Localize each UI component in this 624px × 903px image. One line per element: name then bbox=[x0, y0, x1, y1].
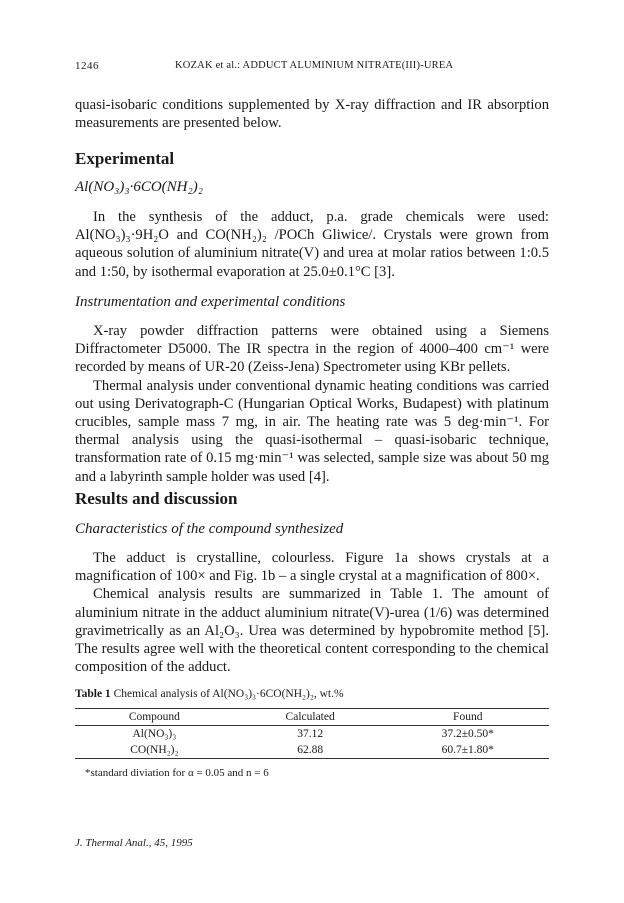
table-cell: 37.2±0.50* bbox=[441, 728, 494, 740]
table-row bbox=[75, 726, 549, 743]
running-head: KOZAK et al.: ADDUCT ALUMINIUM NITRATE(III)-UREA bbox=[175, 60, 454, 71]
instrumentation-text-1: X-ray powder diffraction patterns were obtained using a Siemens Diffractometer D5000. The IR spectra in the region of 4000–400 cm⁻¹ were recorded by means of UR-20 (Zeiss-Jena) Spectrometer using KBr pellets. bbox=[75, 323, 549, 376]
section-heading-results: Results and discussion bbox=[75, 489, 238, 508]
table-cell: Al(NO₃)₃ bbox=[132, 728, 177, 740]
instrumentation-text-2: Thermal analysis under conventional dynamic heating conditions was carried out using Derivatograph-C (Hungarian Optical Works, Budapest) with platinum crucibles, sample mass 7 mg, in air. The heating rate was 5 deg·min⁻¹. For thermal analysis using the quasi-isothermal – quasi-isobaric technique, transformation rate of 0.15 mg·min⁻¹ was selected, sample size was about 50 mg and a labyrinth sample holder was used [4]. bbox=[75, 377, 549, 485]
column-header-calculated: Calculated bbox=[234, 709, 387, 726]
column-header-found: Found bbox=[387, 709, 549, 726]
page-header bbox=[75, 60, 549, 74]
section-heading-experimental: Experimental bbox=[75, 149, 175, 168]
column-header-compound: Compound bbox=[75, 709, 234, 726]
table-cell: CO(NH₂)₂ bbox=[75, 742, 234, 759]
synthesis-text: In the synthesis of the adduct, p.a. grade chemicals were used: Al(NO₃)₃·9H₂O and CO(NH₂)₂ /POCh Gliwice/. Crystals were grown from aqueous solution of aluminium nitrate(V) and urea at molar ratios between 1:0.5 and 1:50, by isothermal evaporation at 25.0±0.1°C [3]. bbox=[75, 209, 549, 280]
instrumentation-paragraphs bbox=[75, 322, 549, 486]
characteristics-text-1: The adduct is crystalline, colourless. Figure 1a shows crystals at a magnification of 100× and Fig. 1b – a single crystal at a magnification of 800×. bbox=[75, 550, 549, 585]
intro-text: quasi-isobaric conditions supplemented by X-ray diffraction and IR absorption measurements are presented below. bbox=[75, 97, 549, 132]
subsection-heading-instrumentation: Instrumentation and experimental conditions bbox=[75, 294, 346, 310]
table-header-row bbox=[75, 709, 549, 726]
table-footnote: *standard diviation for α = 0.05 and n = 6 bbox=[85, 767, 269, 779]
characteristics-text-2: Chemical analysis results are summarized in Table 1. The amount of aluminium nitrate in the adduct aluminium nitrate(V)-urea (1/6) was determined gravimetrically as an Al₂O₃. Urea was determined by hypobromite method [5]. The results agree well with the theoretical content corresponding to the chemical composition of the adduct. bbox=[75, 586, 549, 676]
subsection-heading-characteristics: Characteristics of the compound synthesized bbox=[75, 521, 344, 537]
characteristics-paragraphs bbox=[75, 549, 549, 676]
chemical-analysis-table bbox=[75, 708, 549, 759]
table-label: Table 1 bbox=[75, 688, 111, 700]
page-number: 1246 bbox=[75, 60, 99, 72]
table-caption-text: Chemical analysis of Al(NO₃)₃·6CO(NH₂)₂, wt.% bbox=[113, 688, 344, 700]
table-row bbox=[75, 742, 549, 759]
table-caption bbox=[75, 688, 344, 700]
table-cell: 60.7±1.80* bbox=[387, 742, 549, 759]
subsection-heading-synthesis: Al(NO₃)₃·6CO(NH₂)₂ bbox=[75, 179, 203, 195]
journal-footer: J. Thermal Anal., 45, 1995 bbox=[75, 837, 193, 849]
table-cell: 37.12 bbox=[297, 728, 324, 740]
intro-paragraph bbox=[75, 96, 549, 132]
table-cell: 62.88 bbox=[234, 742, 387, 759]
synthesis-paragraph bbox=[75, 208, 549, 281]
